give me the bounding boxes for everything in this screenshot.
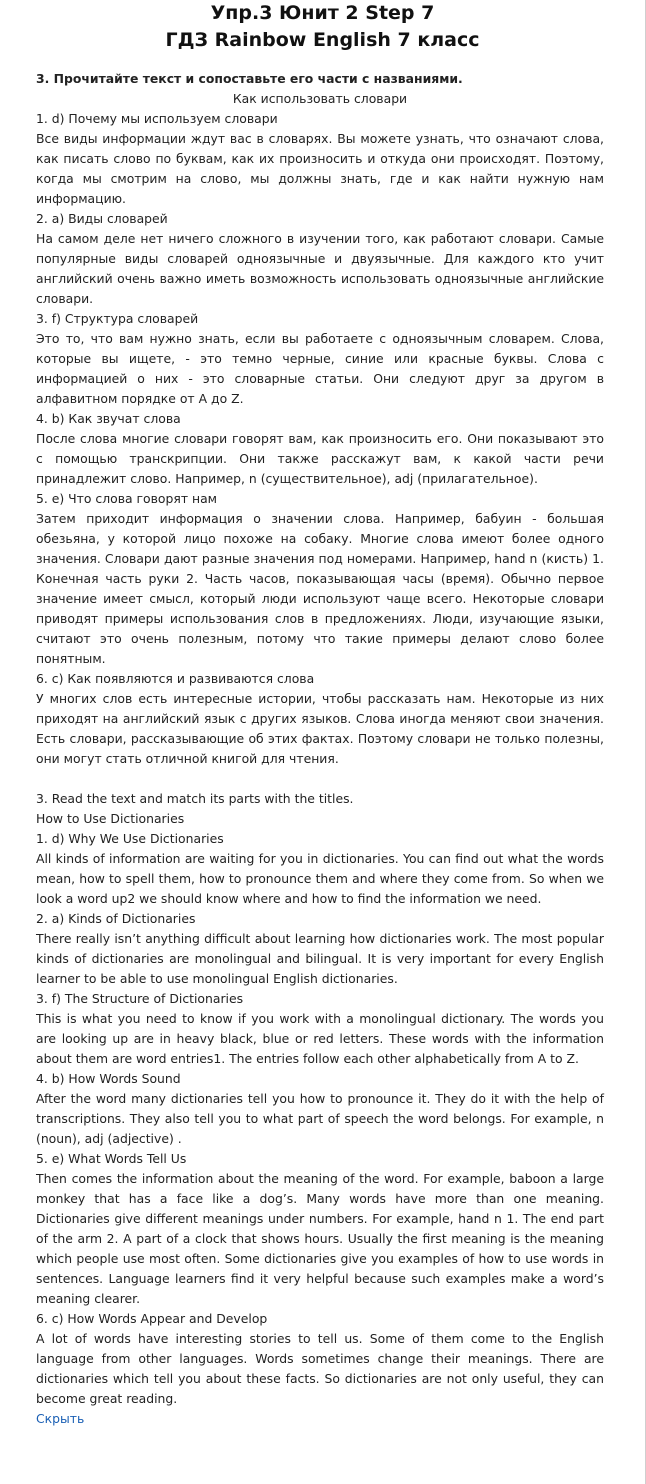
section-text-en: A lot of words have interesting stories to tell us. Some of them come to the English language from other languages. Words sometimes change their meanings. There are dictionaries which tell you about these facts. So dictionaries are not only useful, they can become great reading. — [36, 1331, 604, 1406]
section-title-en: 5. e) What Words Tell Us — [36, 1151, 187, 1166]
section-text-en: This is what you need to know if you work with a monolingual dictionary. The words you are looking up are in heavy black, blue or red letters. These words with the information about them are word entries1. The entries follow each other alphabetically from A to Z. — [36, 1011, 604, 1066]
section-text-en: There really isn’t anything difficult about learning how dictionaries work. The most popular kinds of dictionaries are monolingual and bilingual. It is very important for every English learner to be able to use monolingual English dictionaries. — [36, 931, 604, 986]
section-title-ru: 5. е) Что слова говорят нам — [36, 491, 218, 506]
section-text-ru: У многих слов есть интересные истории, чтобы рассказать нам. Некоторые из них приходят на английский язык с других языков. Слова иногда меняют свои значения. Есть словари, рассказывающие об этих фактах. Поэтому словари не только полезны, они могут стать отличной книгой для чтения. — [36, 691, 604, 766]
section-text-ru: Затем приходит информация о значении слова. Например, бабуин - большая обезьяна, у которой лицо похоже на собаку. Многие слова имеют более одного значения. Словари дают разные значения под номерами. Например, hand n (кисть) 1. Конечная часть руки 2. Часть часов, показывающая часы (время). Обычно первое значение имеет смысл, который люди используют чаще всего. Некоторые словари приводят примеры использования слов в предложениях. Люди, изучающие языки, считают это очень полезным, потому что такие примеры делают слово более понятным. — [36, 511, 604, 666]
page-title — [0, 0, 645, 54]
section-title-en: 4. b) How Words Sound — [36, 1071, 181, 1086]
section-text-ru: Все виды информации ждут вас в словарях. Вы можете узнать, что означают слова, как писать слово по буквам, как их произносить и откуда они происходят. Поэтому, когда мы смотрим на слово, мы должны знать, где и как найти нужную нам информацию. — [36, 131, 604, 206]
section-text-en: Then comes the information about the meaning of the word. For example, baboon a large monkey that has a face like a dog’s. Many words have more than one meaning. Dictionaries give different meanings under numbers. For example, hand n 1. The end part of the arm 2. A part of a clock that shows hours. Usually the first meaning is the meaning which people use most often. Some dictionaries give you examples of how to use words in sentences. Language learners find it very helpful because such examples make a word’s meaning clearer. — [36, 1171, 604, 1306]
section-title-ru: 6. с) Как появляются и развиваются слова — [36, 671, 315, 686]
section-title-ru: 1. d) Почему мы используем словари — [36, 111, 278, 126]
hide-row — [36, 1409, 604, 1429]
section-title-en: 2. a) Kinds of Dictionaries — [36, 911, 196, 926]
section-text-ru: На самом деле нет ничего сложного в изучении того, как работают словари. Самые популярные виды словарей одноязычные и двуязычные. Для каждого кто учит английский очень важно иметь возможность использовать одноязычные английские словари. — [36, 231, 604, 306]
spacer — [36, 769, 604, 789]
task-en: 3. Read the text and match its parts with the titles. — [36, 791, 354, 806]
heading-ru: Как использовать словари — [232, 91, 408, 106]
section-title-ru: 2. а) Виды словарей — [36, 211, 168, 226]
section-title-en: 1. d) Why We Use Dictionaries — [36, 831, 224, 846]
section-title-ru: 4. b) Как звучат слова — [36, 411, 181, 426]
page-title-line-1: Упр.3 Юнит 2 Step 7 — [210, 2, 435, 24]
section-text-ru: Это то, что вам нужно знать, если вы работаете с одноязычным словарем. Слова, которые вы ищете, - это темно черные, синие или красные буквы. Слова с информацией о них - это словарные статьи. Они следуют друг за другом в алфавитном порядке от А до Z. — [36, 331, 604, 406]
section-text-ru: После слова многие словари говорят вам, как произносить его. Они показывают это с помощью транскрипции. Они также расскажут вам, к какой части речи принадлежит слово. Например, n (существительное), adj (прилагательное). — [36, 431, 604, 486]
heading-en: How to Use Dictionaries — [36, 811, 185, 826]
task-ru: 3. Прочитайте текст и сопоставьте его части с названиями. — [36, 71, 463, 86]
section-title-en: 3. f) The Structure of Dictionaries — [36, 991, 244, 1006]
content — [36, 69, 604, 1429]
section-text-en: All kinds of information are waiting for you in dictionaries. You can find out what the words mean, how to spell them, how to pronounce them and where they come from. So when we look a word up2 we should know where and how to find the information we need. — [36, 851, 604, 906]
section-text-en: After the word many dictionaries tell you how to pronounce it. They do it with the help of transcriptions. They also tell you to what part of speech the word belongs. For example, n (noun), adj (adjective) . — [36, 1091, 604, 1146]
page-title-line-2: ГДЗ Rainbow English 7 класс — [165, 29, 480, 51]
hide-link[interactable]: Скрыть — [36, 1411, 85, 1426]
section-title-ru: 3. f) Структура словарей — [36, 311, 199, 326]
section-title-en: 6. c) How Words Appear and Develop — [36, 1311, 268, 1326]
